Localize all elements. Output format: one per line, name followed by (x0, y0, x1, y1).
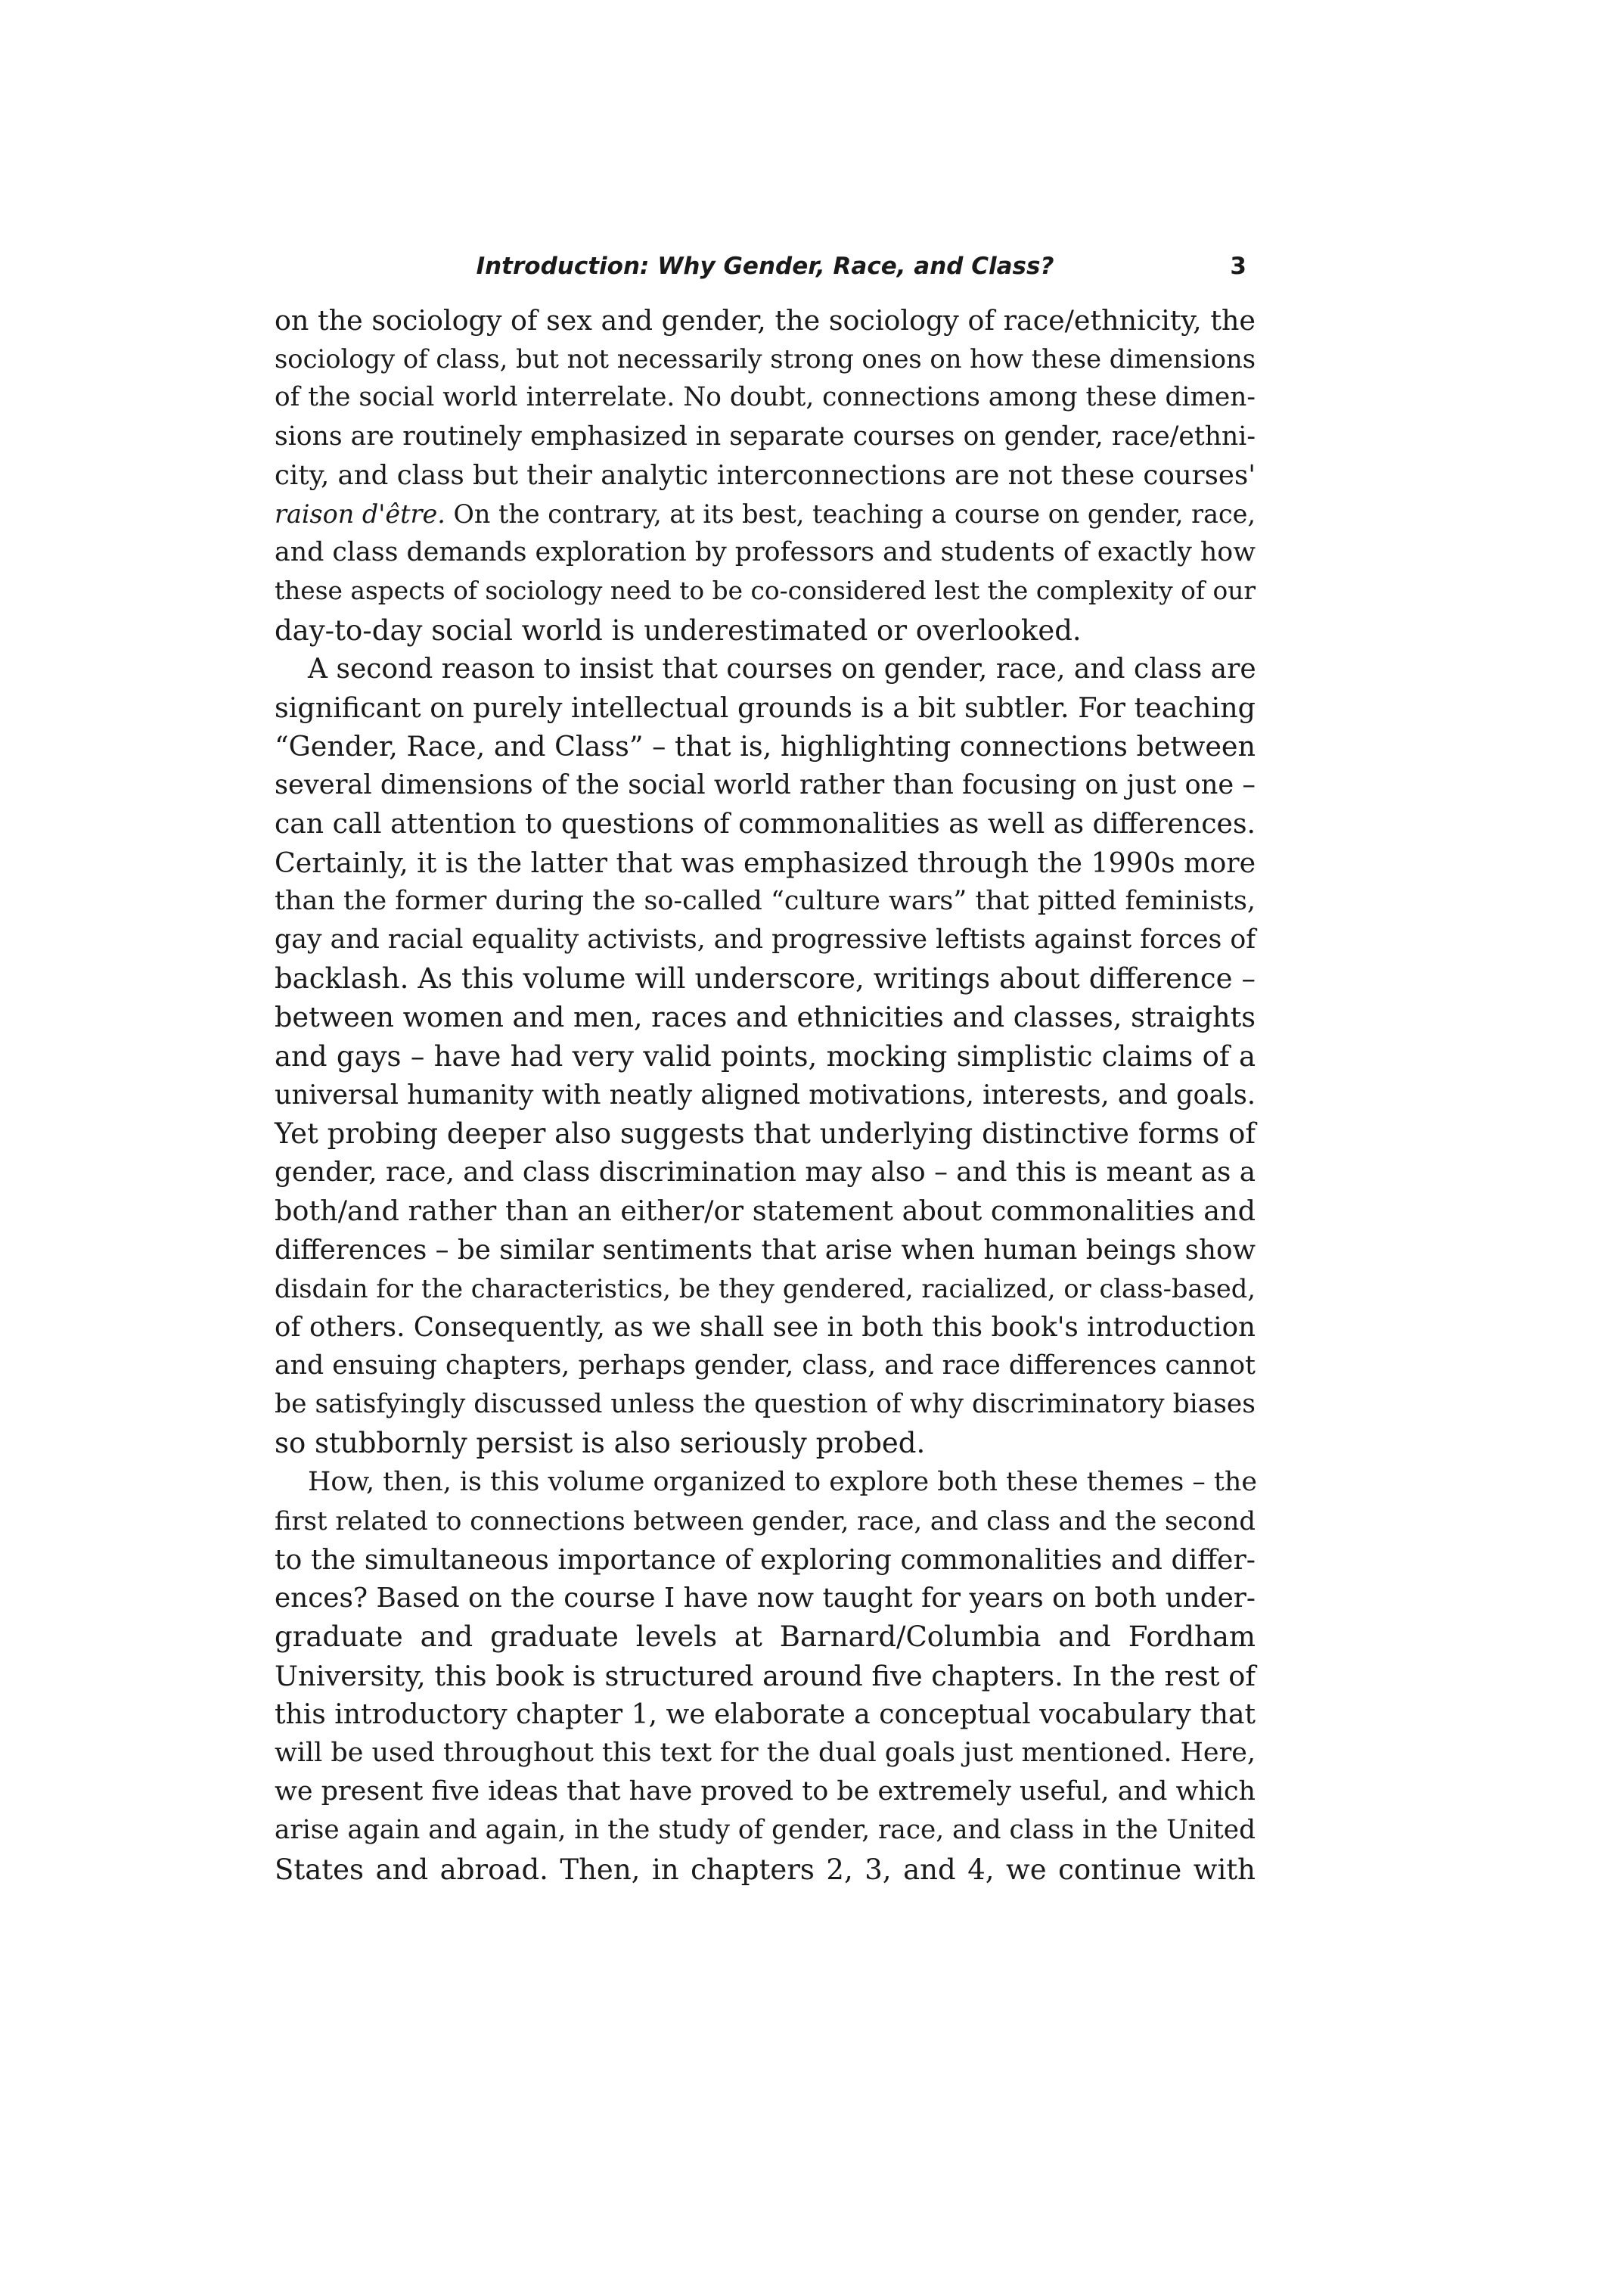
text-line: States and abroad. Then, in chapters 2, 3, and 4, we continue with (275, 1853, 1256, 1886)
paragraph-2 (275, 650, 1256, 1463)
text-line: arise again and again, in the study of gender, race, and class in the United (275, 1815, 1256, 1846)
text-line: ences? Based on the course I have now taught for years on both under- (275, 1583, 1256, 1614)
text-line: so stubbornly persist is also seriously probed. (275, 1427, 926, 1460)
text-line: first related to connections between gender, race, and class and the second (275, 1505, 1256, 1536)
text-line: backlash. As this volume will underscore, writings about difference – (275, 962, 1256, 996)
running-title: Introduction: Why Gender, Race, and Class? (476, 253, 1054, 280)
text-line: on the sociology of sex and gender, the sociology of race/ethnicity, the (275, 304, 1256, 337)
text-line (275, 495, 1256, 533)
text-line: both/and rather than an either/or statement about commonalities and (275, 1195, 1256, 1228)
text-line: disdain for the characteristics, be they gendered, racialized, or class-based, (275, 1273, 1256, 1303)
text-line: differences – be similar sentiments that arise when human beings show (275, 1234, 1256, 1266)
text-line: and class demands exploration by professors and students of exactly how (275, 537, 1256, 568)
text-line: Yet probing deeper also suggests that underlying distinctive forms of (275, 1117, 1256, 1150)
text-line: How, then, is this volume organized to explore both these themes – the (308, 1466, 1257, 1497)
text-line: A second reason to insist that courses on gender, race, and class are (308, 653, 1256, 685)
text-line: and ensuing chapters, perhaps gender, class, and race differences cannot (275, 1350, 1256, 1381)
paragraph-1 (275, 301, 1256, 650)
text-line: gay and racial equality activists, and progressive leftists against forces of (275, 924, 1256, 955)
text-line: between women and men, races and ethnicities and classes, straights (275, 1001, 1256, 1034)
text-line: will be used throughout this text for the dual goals just mentioned. Here, (275, 1737, 1256, 1768)
text-line: several dimensions of the social world rather than focusing on just one – (275, 769, 1256, 801)
text-line: day-to-day social world is underestimated or overlooked. (275, 614, 1082, 647)
italic-phrase: raison d'être. (275, 499, 445, 529)
text-line: significant on purely intellectual grounds is a bit subtler. For teaching (275, 691, 1256, 724)
text-line: than the former during the so-called “culture wars” that pitted feminists, (275, 885, 1256, 916)
text-line: we present five ideas that have proved to be extremely useful, and which (275, 1776, 1256, 1807)
text-line: can call attention to questions of commonalities as well as differences. (275, 807, 1256, 840)
text-line: University, this book is structured around five chapters. In the rest of (275, 1659, 1256, 1692)
text-line: city, and class but their analytic interconnections are not these courses' (275, 459, 1256, 491)
text-line: sociology of class, but not necessarily strong ones on how these dimensions (275, 344, 1256, 374)
text-line: universal humanity with neatly aligned motivations, interests, and goals. (275, 1079, 1256, 1111)
text-line: sions are routinely emphasized in separate courses on gender, race/ethni- (275, 421, 1256, 452)
paragraph-3 (275, 1463, 1256, 1889)
text-line: of the social world interrelate. No doubt, connections among these dimen- (275, 382, 1256, 413)
text-line-rest: On the contrary, at its best, teaching a course on gender, race, (445, 499, 1256, 529)
page-number: 3 (1230, 253, 1246, 280)
text-line: to the simultaneous importance of exploring commonalities and differ- (275, 1543, 1256, 1576)
text-line: of others. Consequently, as we shall see in both this book's introduction (275, 1311, 1256, 1343)
text-line: Certainly, it is the latter that was emphasized through the 1990s more (275, 846, 1256, 879)
text-line: be satisfyingly discussed unless the question of why discriminatory biases (275, 1389, 1256, 1420)
body-text (275, 301, 1256, 1889)
text-line: these aspects of sociology need to be co-considered lest the complexity of our (275, 576, 1256, 606)
text-line: gender, race, and class discrimination may also – and this is meant as a (275, 1157, 1256, 1188)
running-header (275, 244, 1256, 289)
text-line: and gays – have had very valid points, mocking simplistic claims of a (275, 1039, 1256, 1073)
text-line: “Gender, Race, and Class” – that is, highlighting connections between (275, 730, 1256, 763)
text-line: this introductory chapter 1, we elaborate a conceptual vocabulary that (275, 1698, 1256, 1730)
text-line: graduate and graduate levels at Barnard/Columbia and Fordham (275, 1620, 1256, 1654)
